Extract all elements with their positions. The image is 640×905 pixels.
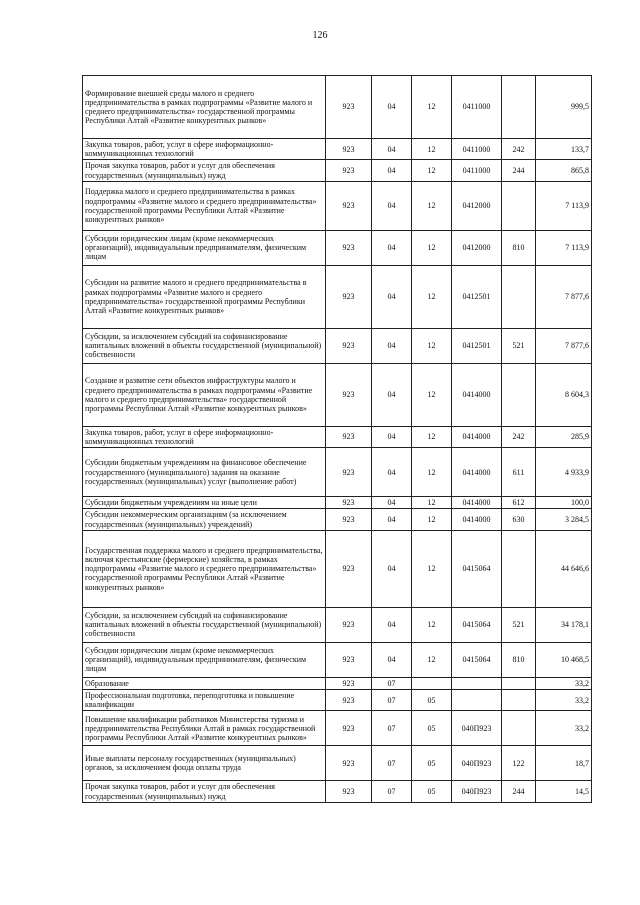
table-row — [83, 181, 592, 230]
row-ved: 923 — [326, 690, 372, 711]
row-vr — [502, 363, 536, 426]
row-ved: 923 — [326, 509, 372, 530]
row-name: Субсидии бюджетным учреждениям на иные цели — [83, 497, 326, 509]
row-vr — [502, 76, 536, 139]
row-ved: 923 — [326, 677, 372, 689]
row-amount: 33,2 — [536, 677, 592, 689]
row-name: Образование — [83, 677, 326, 689]
row-csr: 0412000 — [452, 181, 502, 230]
table-row — [83, 139, 592, 160]
row-ved: 923 — [326, 160, 372, 181]
row-rz: 04 — [372, 363, 412, 426]
row-name: Субсидии некоммерческим организациям (за исключением государственных (муниципальных) учреждений) — [83, 509, 326, 530]
row-rz: 04 — [372, 497, 412, 509]
row-vr — [502, 265, 536, 328]
row-csr: 0411000 — [452, 160, 502, 181]
row-csr: 040П923 — [452, 781, 502, 802]
row-pr: 12 — [412, 181, 452, 230]
row-csr: 0414000 — [452, 448, 502, 497]
row-vr — [502, 711, 536, 746]
row-csr — [452, 677, 502, 689]
row-csr: 0415064 — [452, 530, 502, 607]
row-pr — [412, 677, 452, 689]
row-pr: 05 — [412, 746, 452, 781]
row-csr: 0414000 — [452, 363, 502, 426]
row-vr — [502, 690, 536, 711]
row-csr: 040П923 — [452, 711, 502, 746]
row-ved: 923 — [326, 530, 372, 607]
row-pr: 12 — [412, 230, 452, 265]
row-rz: 07 — [372, 690, 412, 711]
row-amount: 33,2 — [536, 690, 592, 711]
row-rz: 04 — [372, 642, 412, 677]
row-name: Прочая закупка товаров, работ и услуг для обеспечения государственных (муниципальных) нужд — [83, 781, 326, 802]
row-csr: 0415064 — [452, 642, 502, 677]
row-pr: 12 — [412, 448, 452, 497]
row-amount: 7 877,6 — [536, 265, 592, 328]
row-amount: 100,0 — [536, 497, 592, 509]
row-amount: 7 113,9 — [536, 181, 592, 230]
row-pr: 12 — [412, 426, 452, 447]
row-rz: 04 — [372, 139, 412, 160]
row-pr: 12 — [412, 497, 452, 509]
row-csr: 0415064 — [452, 607, 502, 642]
row-rz: 04 — [372, 530, 412, 607]
row-vr — [502, 181, 536, 230]
row-pr: 12 — [412, 642, 452, 677]
row-ved: 923 — [326, 328, 372, 363]
row-ved: 923 — [326, 781, 372, 802]
row-amount: 34 178,1 — [536, 607, 592, 642]
row-pr: 05 — [412, 711, 452, 746]
row-pr: 12 — [412, 265, 452, 328]
row-ved: 923 — [326, 181, 372, 230]
table-row — [83, 530, 592, 607]
table-row — [83, 328, 592, 363]
row-pr: 12 — [412, 530, 452, 607]
row-vr: 611 — [502, 448, 536, 497]
row-ved: 923 — [326, 607, 372, 642]
row-rz: 04 — [372, 181, 412, 230]
row-amount: 4 933,9 — [536, 448, 592, 497]
row-name: Иные выплаты персоналу государственных (муниципальных) органов, за исключением фонда оплаты труда — [83, 746, 326, 781]
row-amount: 33,2 — [536, 711, 592, 746]
row-amount: 999,5 — [536, 76, 592, 139]
row-amount: 10 468,5 — [536, 642, 592, 677]
table-row — [83, 497, 592, 509]
row-csr: 0414000 — [452, 426, 502, 447]
row-pr: 12 — [412, 76, 452, 139]
table-row — [83, 76, 592, 139]
row-csr: 0414000 — [452, 497, 502, 509]
row-name: Субсидии бюджетным учреждениям на финансовое обеспечение государственного (муниципального) задания на оказание государственных (муниципальных) услуг (выполнение работ) — [83, 448, 326, 497]
table-row — [83, 448, 592, 497]
row-pr: 12 — [412, 160, 452, 181]
row-rz: 04 — [372, 328, 412, 363]
row-vr: 122 — [502, 746, 536, 781]
row-pr: 12 — [412, 509, 452, 530]
table-row — [83, 509, 592, 530]
row-csr: 0412501 — [452, 328, 502, 363]
row-ved: 923 — [326, 497, 372, 509]
row-rz: 04 — [372, 607, 412, 642]
row-name: Повышение квалификации работников Министерства туризма и предпринимательства Республики Алтай в рамках государственной программы Республики Алтай «Развитие конкурентных рынков» — [83, 711, 326, 746]
row-name: Закупка товаров, работ, услуг в сфере информационно-коммуникационных технологий — [83, 139, 326, 160]
row-ved: 923 — [326, 230, 372, 265]
table-row — [83, 690, 592, 711]
row-name: Поддержка малого и среднего предпринимательства в рамках подпрограммы «Развитие малого и среднего предпринимательства» государственной программы Республики Алтай «Развитие конкурентных рынков» — [83, 181, 326, 230]
row-vr: 810 — [502, 642, 536, 677]
row-ved: 923 — [326, 76, 372, 139]
row-rz: 04 — [372, 426, 412, 447]
row-name: Прочая закупка товаров, работ и услуг для обеспечения государственных (муниципальных) нужд — [83, 160, 326, 181]
row-rz: 07 — [372, 781, 412, 802]
row-name: Создание и развитие сети объектов инфраструктуры малого и среднего предпринимательства в рамках подпрограммы «Развитие малого и среднего предпринимательства» государственной программы Республики Алтай «Развитие конкурентных рынков» — [83, 363, 326, 426]
row-pr: 12 — [412, 607, 452, 642]
table-row — [83, 607, 592, 642]
row-ved: 923 — [326, 139, 372, 160]
row-ved: 923 — [326, 448, 372, 497]
row-csr: 0411000 — [452, 139, 502, 160]
row-amount: 8 604,3 — [536, 363, 592, 426]
row-rz: 04 — [372, 160, 412, 181]
row-ved: 923 — [326, 426, 372, 447]
row-pr: 12 — [412, 139, 452, 160]
row-amount: 14,5 — [536, 781, 592, 802]
row-amount: 7 877,6 — [536, 328, 592, 363]
row-pr: 05 — [412, 690, 452, 711]
row-csr: 0411000 — [452, 76, 502, 139]
table-row — [83, 746, 592, 781]
row-csr: 0414000 — [452, 509, 502, 530]
row-vr: 242 — [502, 139, 536, 160]
row-name: Субсидии на развитие малого и среднего предпринимательства в рамках подпрограммы «Развитие малого и среднего предпринимательства» государственной программы Республики Алтай «Развитие конкурентных рынков» — [83, 265, 326, 328]
row-amount: 865,8 — [536, 160, 592, 181]
row-amount: 133,7 — [536, 139, 592, 160]
row-name: Субсидии, за исключением субсидий на софинансирование капитальных вложений в объекты государственной (муниципальной) собственности — [83, 328, 326, 363]
row-name: Государственная поддержка малого и среднего предпринимательства, включая крестьянские (фермерские) хозяйства, в рамках подпрограммы «Развитие малого и среднего предпринимательства» государственной программы Республики Алтай «Развитие конкурентных рынков» — [83, 530, 326, 607]
row-vr: 242 — [502, 426, 536, 447]
row-rz: 07 — [372, 711, 412, 746]
table-row — [83, 160, 592, 181]
row-ved: 923 — [326, 265, 372, 328]
row-name: Формирование внешней среды малого и среднего предпринимательства в рамках подпрограммы «Развитие малого и среднего предпринимательства» государственной программы Республики Алтай «Развитие конкурентных рынков» — [83, 76, 326, 139]
row-ved: 923 — [326, 711, 372, 746]
table-row — [83, 677, 592, 689]
row-rz: 04 — [372, 448, 412, 497]
row-name: Закупка товаров, работ, услуг в сфере информационно-коммуникационных технологий — [83, 426, 326, 447]
row-vr — [502, 677, 536, 689]
row-csr — [452, 690, 502, 711]
row-rz: 04 — [372, 76, 412, 139]
row-name: Субсидии юридическим лицам (кроме некоммерческих организаций), индивидуальным предпринимателям, физическим лицам — [83, 230, 326, 265]
table-row — [83, 781, 592, 802]
row-rz: 04 — [372, 230, 412, 265]
row-name: Субсидии, за исключением субсидий на софинансирование капитальных вложений в объекты государственной (муниципальной) собственности — [83, 607, 326, 642]
table-row — [83, 426, 592, 447]
row-vr: 810 — [502, 230, 536, 265]
budget-table — [82, 75, 592, 803]
row-amount: 3 284,5 — [536, 509, 592, 530]
row-vr: 630 — [502, 509, 536, 530]
row-vr: 612 — [502, 497, 536, 509]
row-ved: 923 — [326, 363, 372, 426]
row-name: Субсидии юридическим лицам (кроме некоммерческих организаций), индивидуальным предпринимателям, физическим лицам — [83, 642, 326, 677]
row-pr: 05 — [412, 781, 452, 802]
table-row — [83, 265, 592, 328]
row-ved: 923 — [326, 642, 372, 677]
table-row — [83, 642, 592, 677]
row-csr: 0412501 — [452, 265, 502, 328]
row-vr — [502, 530, 536, 607]
row-rz: 04 — [372, 265, 412, 328]
row-amount: 44 646,6 — [536, 530, 592, 607]
row-pr: 12 — [412, 328, 452, 363]
row-ved: 923 — [326, 746, 372, 781]
row-vr: 521 — [502, 607, 536, 642]
row-vr: 521 — [502, 328, 536, 363]
row-rz: 07 — [372, 677, 412, 689]
row-rz: 04 — [372, 509, 412, 530]
row-rz: 07 — [372, 746, 412, 781]
row-vr: 244 — [502, 781, 536, 802]
row-name: Профессиональная подготовка, переподготовка и повышение квалификации — [83, 690, 326, 711]
row-amount: 285,9 — [536, 426, 592, 447]
table-row — [83, 230, 592, 265]
row-vr: 244 — [502, 160, 536, 181]
table-row — [83, 711, 592, 746]
row-csr: 040П923 — [452, 746, 502, 781]
page-number: 126 — [312, 30, 328, 41]
row-amount: 18,7 — [536, 746, 592, 781]
row-amount: 7 113,9 — [536, 230, 592, 265]
row-pr: 12 — [412, 363, 452, 426]
table-row — [83, 363, 592, 426]
row-csr: 0412000 — [452, 230, 502, 265]
